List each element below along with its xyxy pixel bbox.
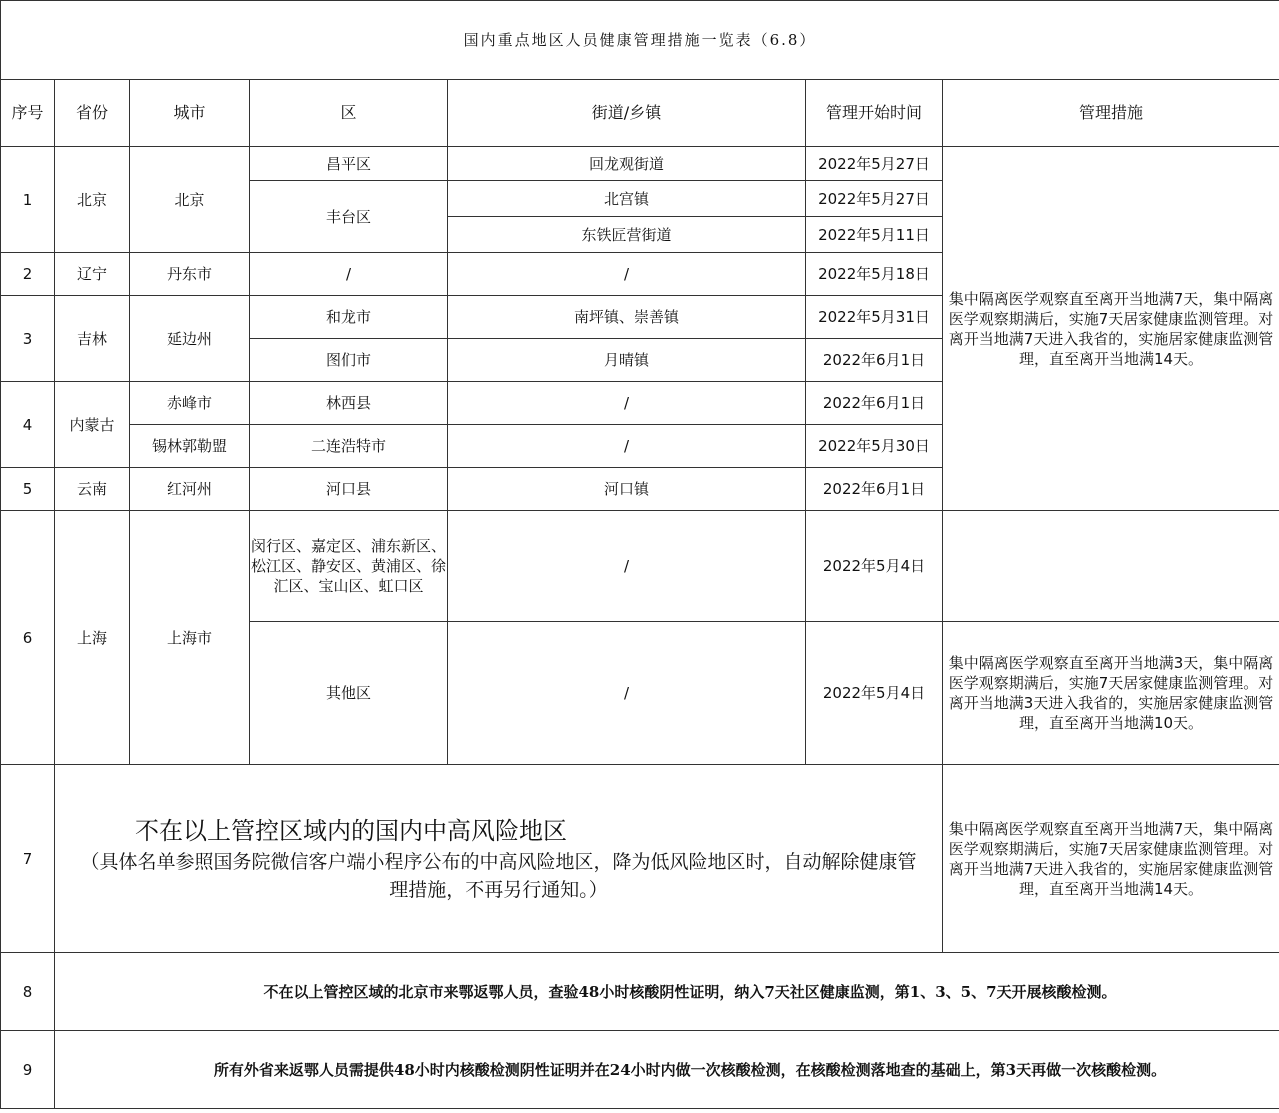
district-cell: 河口县	[250, 468, 448, 511]
city-cell: 北京	[130, 147, 250, 253]
header-seq: 序号	[1, 80, 55, 147]
risk-area-cell	[55, 765, 943, 953]
city-cell: 红河州	[130, 468, 250, 511]
seq-cell: 6	[1, 511, 55, 765]
seq-cell: 2	[1, 253, 55, 296]
city-cell: 赤峰市	[130, 382, 250, 425]
district-cell: /	[250, 253, 448, 296]
province-cell: 吉林	[55, 296, 130, 382]
header-start-time: 管理开始时间	[806, 80, 943, 147]
street-cell: /	[448, 382, 806, 425]
header-district: 区	[250, 80, 448, 147]
street-cell: 月晴镇	[448, 339, 806, 382]
street-cell: 北宫镇	[448, 181, 806, 217]
all-return-cell	[55, 1031, 1279, 1109]
district-cell: 图们市	[250, 339, 448, 382]
street-cell: /	[448, 511, 806, 622]
table-row	[1, 147, 1279, 181]
table-row	[1, 511, 1279, 622]
start-time-cell: 2022年6月1日	[806, 468, 943, 511]
measure-cell: 集中隔离医学观察直至离开当地满7天，集中隔离医学观察期满后，实施7天居家健康监测管理。对离开当地满7天进入我省的，实施居家健康监测管理，直至离开当地满14天。	[943, 147, 1279, 511]
header-city: 城市	[130, 80, 250, 147]
seq-cell: 9	[1, 1031, 55, 1109]
province-cell: 北京	[55, 147, 130, 253]
beijing-return-text: 不在以上管控区域的北京市来鄂返鄂人员，查验48小时核酸阴性证明，纳入7天社区健康监测，第1、3、5、7天开展核酸检测。	[263, 982, 1117, 1001]
header-province: 省份	[55, 80, 130, 147]
start-time-cell: 2022年5月18日	[806, 253, 943, 296]
district-cell: 昌平区	[250, 147, 448, 181]
start-time-cell: 2022年6月1日	[806, 339, 943, 382]
seq-cell: 4	[1, 382, 55, 468]
beijing-return-cell	[55, 953, 1279, 1031]
start-time-cell: 2022年5月11日	[806, 217, 943, 253]
risk-area-note: （具体名单参照国务院微信客户端小程序公布的中高风险地区，降为低风险地区时，自动解除健康管理措施，不再另行通知。）	[80, 850, 917, 901]
start-time-cell: 2022年5月27日	[806, 181, 943, 217]
table-row	[1, 765, 1279, 953]
header-measures: 管理措施	[943, 80, 1279, 147]
province-cell: 上海	[55, 511, 130, 765]
district-cell: 和龙市	[250, 296, 448, 339]
seq-cell: 5	[1, 468, 55, 511]
city-cell: 上海市	[130, 511, 250, 765]
city-cell: 锡林郭勒盟	[130, 425, 250, 468]
measure-cell: 集中隔离医学观察直至离开当地满7天，集中隔离医学观察期满后，实施7天居家健康监测管理。对离开当地满7天进入我省的，实施居家健康监测管理，直至离开当地满14天。	[943, 765, 1279, 953]
start-time-cell: 2022年6月1日	[806, 382, 943, 425]
district-cell: 二连浩特市	[250, 425, 448, 468]
street-cell: 南坪镇、崇善镇	[448, 296, 806, 339]
province-cell: 云南	[55, 468, 130, 511]
start-time-cell: 2022年5月4日	[806, 622, 943, 765]
street-cell: 河口镇	[448, 468, 806, 511]
province-cell: 辽宁	[55, 253, 130, 296]
header-street: 街道/乡镇	[448, 80, 806, 147]
city-cell: 丹东市	[130, 253, 250, 296]
all-return-text: 所有外省来返鄂人员需提供48小时内核酸检测阴性证明并在24小时内做一次核酸检测，在核酸检测落地查的基础上，第3天再做一次核酸检测。	[213, 1060, 1167, 1079]
city-cell: 延边州	[130, 296, 250, 382]
start-time-cell: 2022年5月30日	[806, 425, 943, 468]
header-row	[1, 80, 1279, 147]
district-cell: 丰台区	[250, 181, 448, 253]
start-time-cell: 2022年5月4日	[806, 511, 943, 622]
province-cell: 内蒙古	[55, 382, 130, 468]
seq-cell: 8	[1, 953, 55, 1031]
district-cell: 林西县	[250, 382, 448, 425]
district-cell: 其他区	[250, 622, 448, 765]
start-time-cell: 2022年5月27日	[806, 147, 943, 181]
district-cell: 闵行区、嘉定区、浦东新区、松江区、静安区、黄浦区、徐汇区、宝山区、虹口区	[250, 511, 448, 622]
seq-cell: 7	[1, 765, 55, 953]
table-row	[1, 953, 1279, 1031]
street-cell: 回龙观街道	[448, 147, 806, 181]
page-title: 国内重点地区人员健康管理措施一览表（6.8）	[1, 1, 1279, 80]
seq-cell: 3	[1, 296, 55, 382]
start-time-cell: 2022年5月31日	[806, 296, 943, 339]
seq-cell: 1	[1, 147, 55, 253]
measure-cell: 集中隔离医学观察直至离开当地满3天，集中隔离医学观察期满后，实施7天居家健康监测管理。对离开当地满3天进入我省的，实施居家健康监测管理，直至离开当地满10天。	[943, 622, 1279, 765]
street-cell: /	[448, 622, 806, 765]
street-cell: /	[448, 253, 806, 296]
risk-area-title: 不在以上管控区域内的国内中高风险地区	[135, 816, 567, 845]
street-cell: 东铁匠营街道	[448, 217, 806, 253]
table-row	[1, 1031, 1279, 1109]
street-cell: /	[448, 425, 806, 468]
